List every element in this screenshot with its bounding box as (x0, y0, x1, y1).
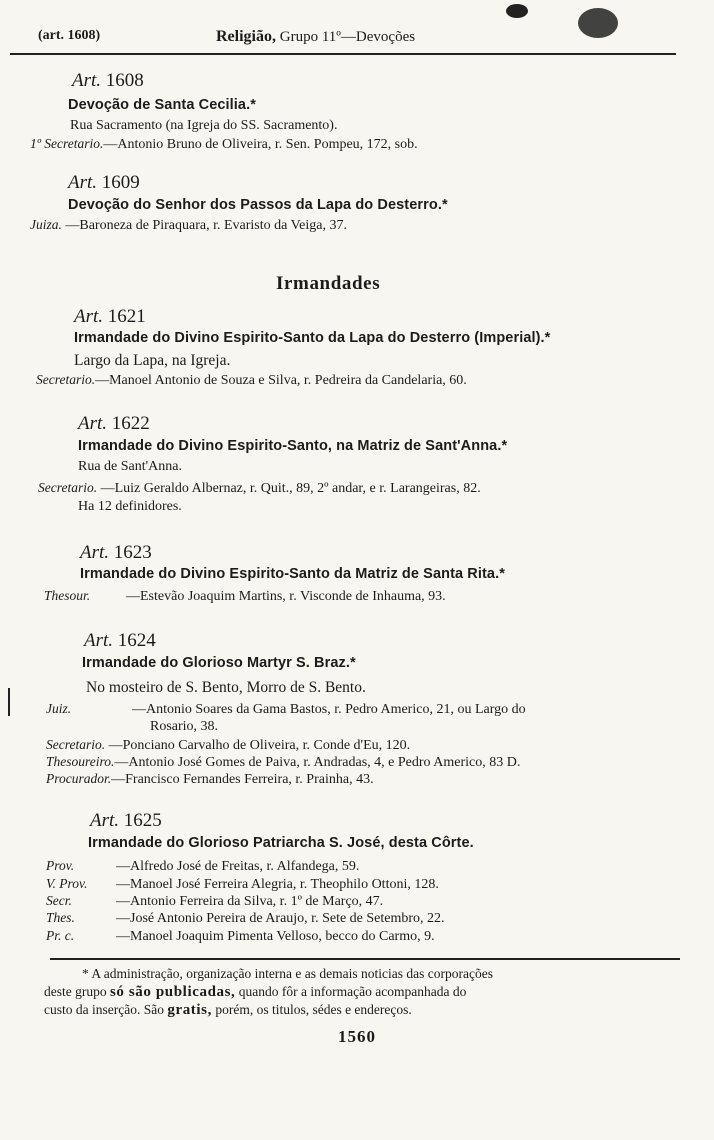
art-1623-thesoureiro: Thesour. —Estevão Joaquim Martins, r. Visconde de Inhauma, 93. (44, 588, 446, 604)
art-1622-note: Ha 12 definidores. (78, 499, 182, 514)
art-1625-prov: Prov. —Alfredo José de Freitas, r. Alfandega, 59. (46, 858, 360, 874)
art-1622-title: Irmandade do Divino Espirito-Santo, na Matriz de Sant'Anna.* (78, 438, 508, 454)
art-1608-secretario: 1º Secretario.—Antonio Bruno de Oliveira, r. Sen. Pompeu, 172, sob. (30, 136, 418, 152)
art-1608-heading: Art. 1608 (72, 70, 144, 91)
header-title-rest: Grupo 11º—Devoções (276, 29, 416, 45)
art-1623-heading: Art. 1623 (80, 542, 152, 563)
page-number: 1560 (338, 1027, 376, 1046)
art-1625-thes: Thes. —José Antonio Pereira de Araujo, r. Sete de Setembro, 22. (46, 910, 445, 926)
footnote-rule (50, 958, 680, 960)
art-1624-address: No mosteiro de S. Bento, Morro de S. Bento. (86, 679, 366, 696)
art-1623-title: Irmandade do Divino Espirito-Santo da Matriz de Santa Rita.* (80, 566, 505, 582)
art-1621-secretario: Secretario.—Manoel Antonio de Souza e Silva, r. Pedreira da Candelaria, 60. (36, 372, 467, 388)
art-1624-title: Irmandade do Glorioso Martyr S. Braz.* (82, 655, 356, 671)
ink-blot (578, 8, 618, 38)
header-title (216, 28, 415, 46)
art-1624-thesoureiro: Thesoureiro.—Antonio José Gomes de Paiva, r. Andradas, 4, e Pedro Americo, 83 D. (46, 754, 521, 770)
art-1621-title: Irmandade do Divino Espirito-Santo da Lapa do Desterro (Imperial).* (74, 330, 551, 346)
art-1621-address: Largo da Lapa, na Igreja. (74, 352, 231, 369)
art-1625-procurador: Pr. c. —Manoel Joaquim Pimenta Velloso, becco do Carmo, 9. (46, 928, 435, 944)
art-1622-address: Rua de Sant'Anna. (78, 459, 183, 474)
art-1609-juiza: Juiza. —Baroneza de Piraquara, r. Evaristo da Veiga, 37. (30, 217, 347, 233)
header-article-ref: (art. 1608) (38, 28, 101, 43)
footnote-line-2: deste grupo só são publicadas, quando fôr a informação acompanhada do (44, 984, 467, 1000)
art-1609-title: Devoção do Senhor dos Passos da Lapa do Desterro.* (68, 197, 448, 213)
art-1625-heading: Art. 1625 (90, 810, 162, 831)
footnote-line-1: * A administração, organização interna e as demais noticias das corporações (82, 966, 493, 981)
art-1625-secr: Secr. —Antonio Ferreira da Silva, r. 1º de Março, 47. (46, 893, 384, 909)
header-rule (10, 53, 676, 55)
art-1621-heading: Art. 1621 (74, 306, 146, 327)
margin-mark (8, 688, 10, 716)
ink-blot (506, 4, 528, 18)
art-1622-secretario: Secretario. —Luiz Geraldo Albernaz, r. Quit., 89, 2º andar, e r. Larangeiras, 82. (38, 480, 481, 496)
art-1624-secretario: Secretario. —Ponciano Carvalho de Oliveira, r. Conde d'Eu, 120. (46, 737, 411, 753)
art-1624-heading: Art. 1624 (84, 630, 156, 651)
art-1622-heading: Art. 1622 (78, 413, 150, 434)
art-1609-heading: Art. 1609 (68, 172, 140, 193)
art-1625-vprov: V. Prov. —Manoel José Ferreira Alegria, r. Theophilo Ottoni, 128. (46, 876, 439, 892)
header-title-bold: Religião, (216, 28, 276, 45)
art-1608-title: Devoção de Santa Cecilia.* (68, 97, 256, 113)
art-1608-address: Rua Sacramento (na Igreja do SS. Sacramento). (70, 118, 338, 133)
section-title: Irmandades (276, 273, 381, 294)
art-1624-procurador: Procurador.—Francisco Fernandes Ferreira, r. Prainha, 43. (46, 771, 374, 787)
art-1625-title: Irmandade do Glorioso Patriarcha S. José, desta Côrte. (88, 835, 474, 851)
running-header (38, 28, 668, 50)
art-1624-juiz: Juiz. —Antonio Soares da Gama Bastos, r. Pedro Americo, 21, ou Largo do (46, 701, 526, 717)
art-1624-juiz-cont: Rosario, 38. (150, 719, 219, 734)
footnote-line-3: custo da inserção. São gratis, porém, os titulos, sédes e endereços. (44, 1002, 412, 1018)
